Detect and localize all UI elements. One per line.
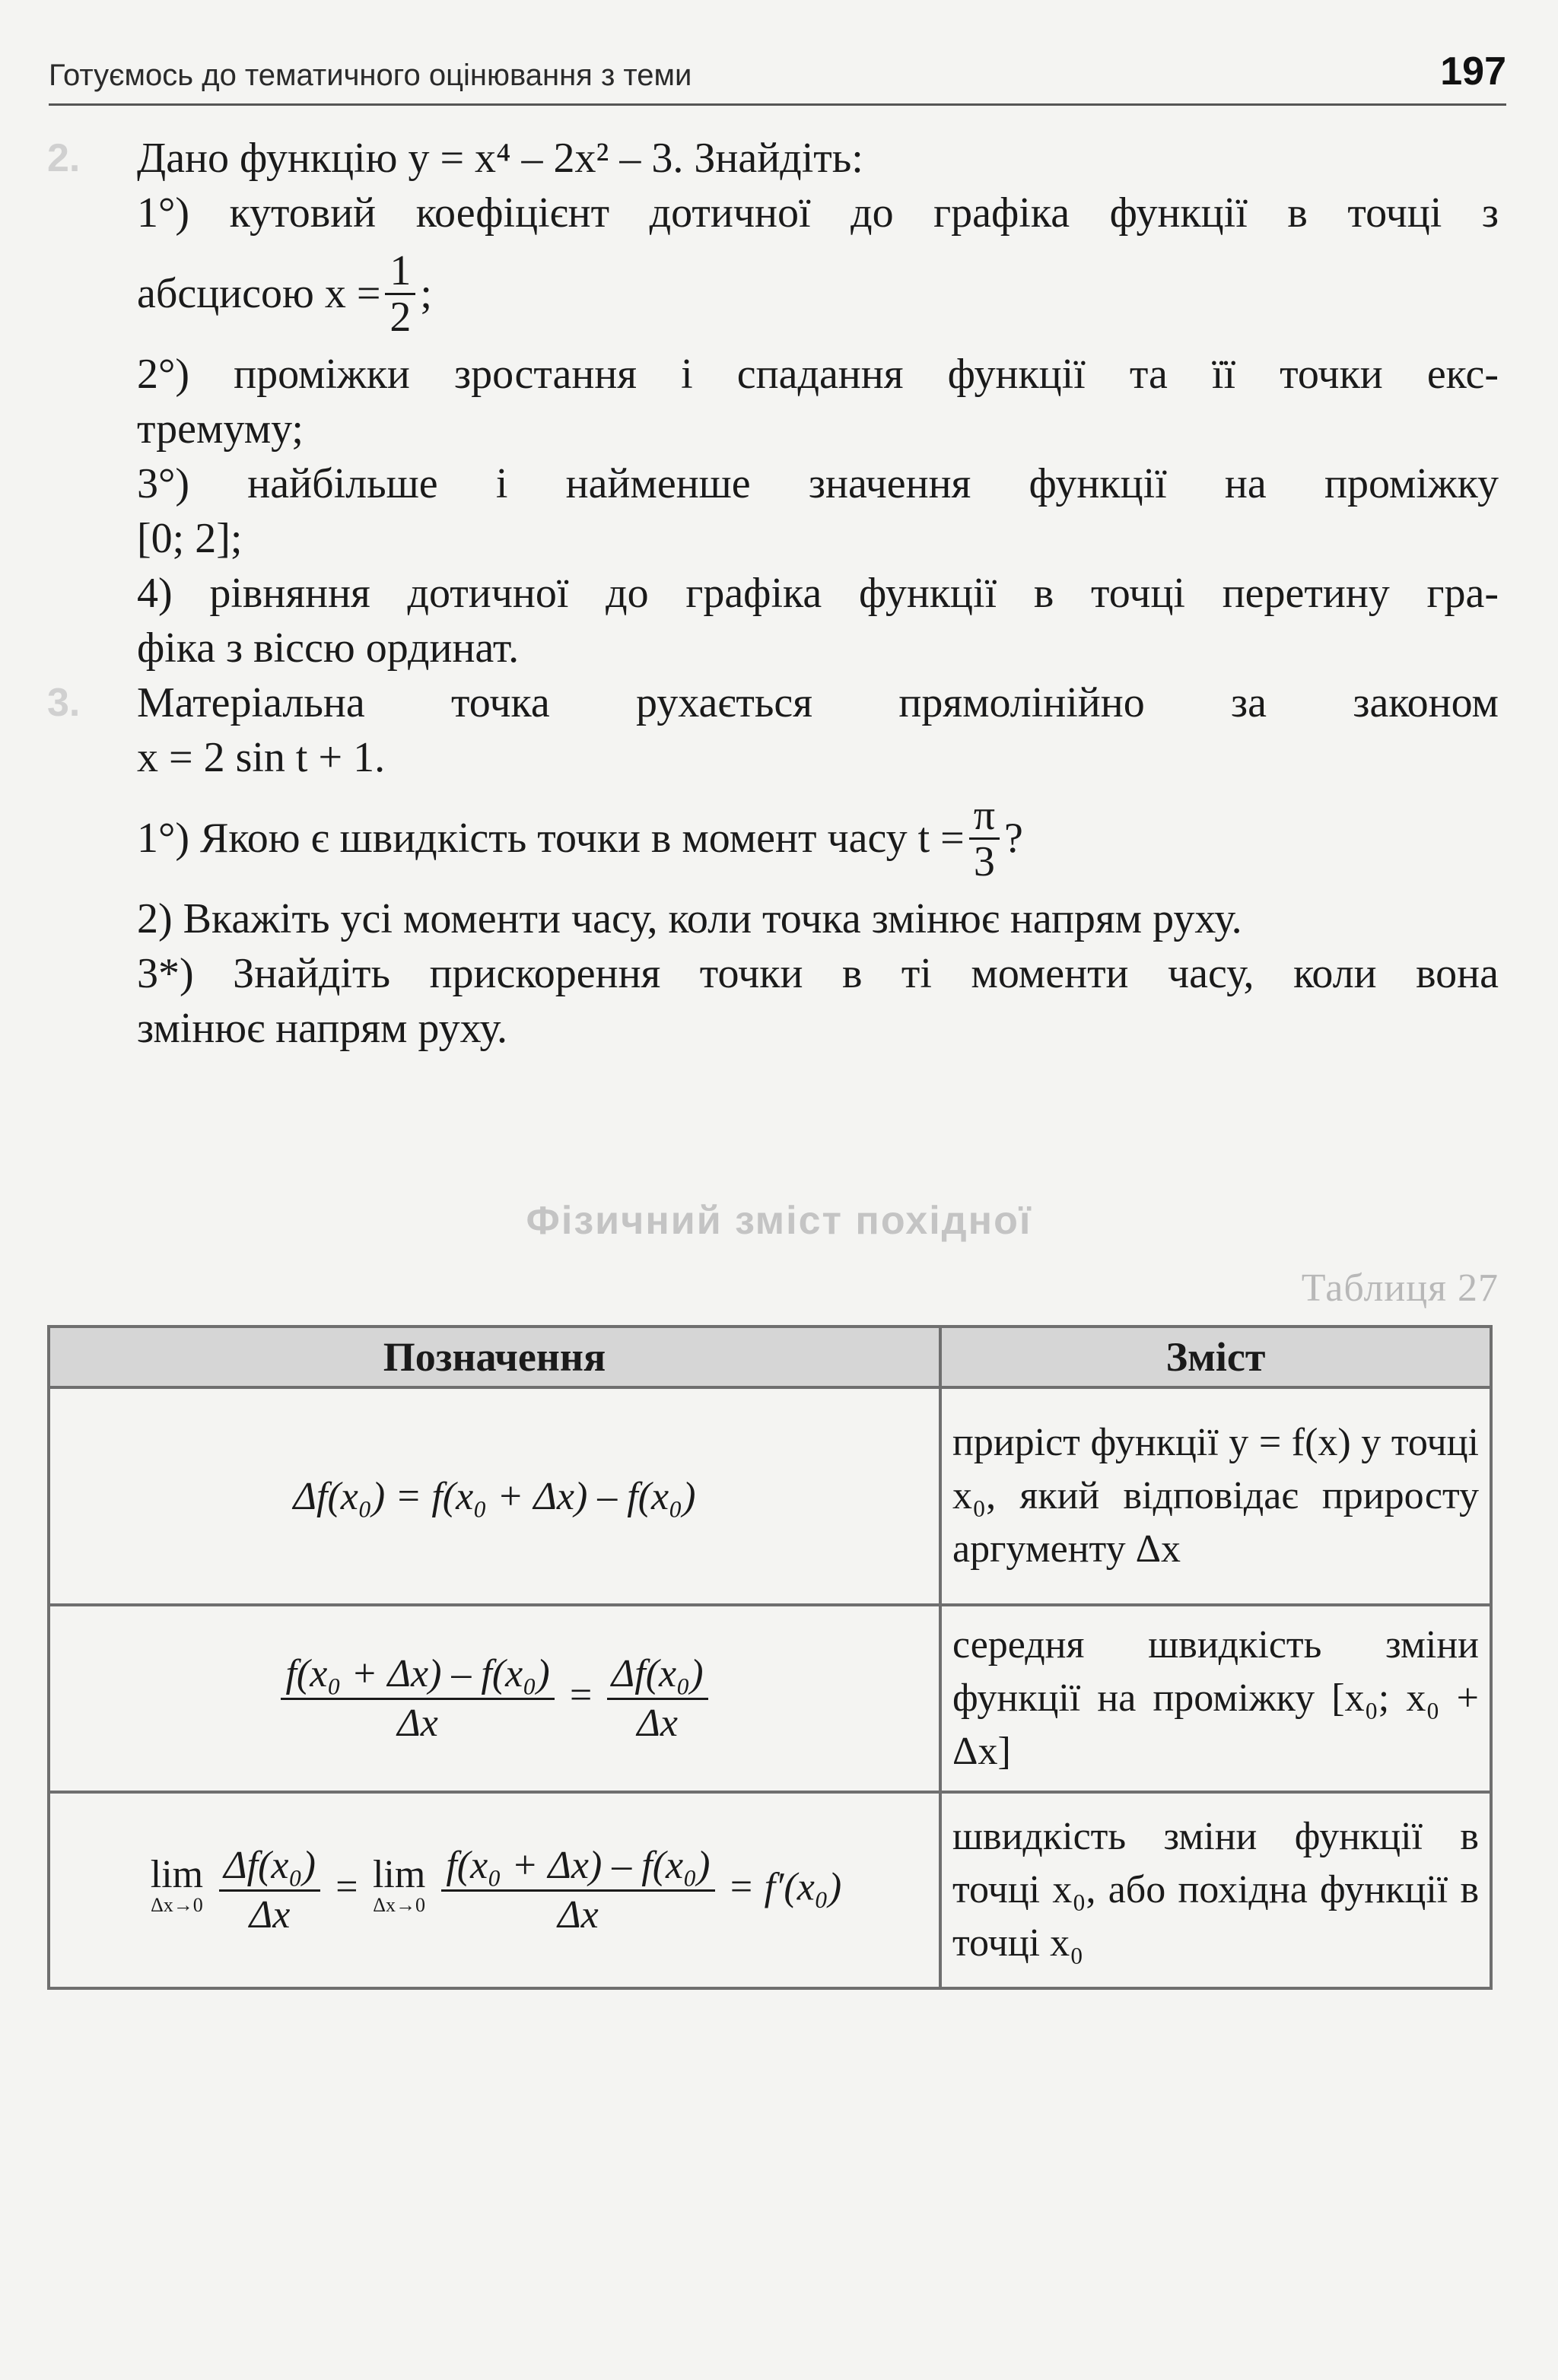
page-header bbox=[49, 43, 1506, 106]
table-row bbox=[49, 1792, 1491, 1988]
problem-2 bbox=[47, 131, 1499, 675]
problem-line: 2) Вкажіть усі моменти часу, коли точка змінює напрям руху. bbox=[137, 895, 1242, 942]
formula-cell bbox=[49, 1605, 940, 1792]
question-1-line bbox=[137, 785, 1499, 891]
problem-line: Дано функцію y = x⁴ – 2x² – 3. Знайдіть: bbox=[137, 135, 863, 182]
problem-line: Матеріальна точка рухається прямолінійно за законом bbox=[137, 679, 1499, 726]
problem-line: фіка з віссю ординат. bbox=[137, 624, 520, 672]
fraction-denominator: Δx bbox=[637, 1701, 678, 1745]
problem-line: змінює напрям руху. bbox=[137, 1005, 507, 1052]
table-header-row bbox=[49, 1327, 1491, 1387]
limit-subscript: Δx→0 bbox=[373, 1894, 426, 1916]
formula-cell bbox=[49, 1792, 940, 1988]
limit-word: lim bbox=[372, 1853, 426, 1896]
fraction-numerator: f(x₀ + Δx) – f(x₀) bbox=[281, 1651, 554, 1700]
problem-line: x = 2 sin t + 1. bbox=[137, 734, 386, 781]
problem-number: 3. bbox=[47, 681, 81, 725]
fraction-denominator: Δx bbox=[397, 1701, 438, 1745]
exercises bbox=[47, 131, 1499, 1056]
limit-operator bbox=[150, 1853, 204, 1921]
fraction-denominator: Δx bbox=[249, 1892, 291, 1937]
table-row bbox=[49, 1605, 1491, 1792]
fraction-denominator: Δx bbox=[558, 1892, 599, 1937]
problem-number: 2. bbox=[47, 136, 81, 180]
limit-word: lim bbox=[150, 1853, 204, 1896]
fraction bbox=[969, 793, 1000, 884]
column-header-notation: Позначення bbox=[49, 1327, 940, 1387]
running-head: Готуємось до тематичного оцінювання з теми bbox=[49, 59, 692, 92]
fraction bbox=[385, 246, 415, 341]
problem-line: 1°) кутовий коефіцієнт дотичної до графіка функції в точці з bbox=[137, 189, 1499, 237]
question-1-suffix: ? bbox=[1004, 815, 1023, 862]
fraction-numerator: f(x₀ + Δx) – f(x₀) bbox=[441, 1842, 714, 1892]
table-caption: Таблиця 27 bbox=[1301, 1266, 1499, 1310]
limit-subscript: Δx→0 bbox=[151, 1894, 203, 1916]
question-1-prefix: 1°) Якою є швидкість точки в момент часу t = bbox=[137, 815, 965, 862]
formula-cell: Δf(x₀) = f(x₀ + Δx) – f(x₀) bbox=[49, 1387, 940, 1605]
problem-line: [0; 2]; bbox=[137, 515, 243, 562]
abscissa-prefix: абсцисою x = bbox=[137, 270, 381, 317]
problem-line: 4) рівняння дотичної до графіка функції в точці перетину гра- bbox=[137, 570, 1499, 617]
problem-line: тремуму; bbox=[137, 405, 304, 453]
fraction-denominator: 2 bbox=[390, 293, 412, 341]
problem-line: 2°) проміжки зростання і спадання функції та її точки екс- bbox=[137, 351, 1499, 398]
fraction-numerator: Δf(x₀) bbox=[219, 1842, 320, 1892]
fraction-numerator: Δf(x₀) bbox=[607, 1651, 708, 1700]
table-row bbox=[49, 1387, 1491, 1605]
derivative-result: = f′(x₀) bbox=[727, 1864, 842, 1908]
increment-quotient bbox=[607, 1651, 708, 1747]
fraction-numerator: 1 bbox=[385, 249, 415, 295]
abscissa-line bbox=[137, 240, 1499, 347]
problem-line: 3*) Знайдіть прискорення точки в ті моменти часу, коли вона bbox=[137, 950, 1499, 997]
limit-fraction-2 bbox=[441, 1842, 714, 1939]
fraction-denominator: 3 bbox=[973, 837, 995, 885]
limit-operator bbox=[372, 1853, 426, 1921]
description-cell: середня швидкість зміни функції на проміжку [x₀; x₀ + Δx] bbox=[940, 1605, 1491, 1792]
abscissa-suffix: ; bbox=[420, 270, 432, 317]
problem-3 bbox=[47, 675, 1499, 1056]
description-cell: швидкість зміни функції в точці x₀, або похідна функції в точці x₀ bbox=[940, 1792, 1491, 1988]
column-header-meaning: Зміст bbox=[940, 1327, 1491, 1387]
page-number: 197 bbox=[1440, 49, 1506, 94]
problem-line: 3°) найбільше і найменше значення функції на проміжку bbox=[137, 460, 1499, 507]
derivative-meaning-table bbox=[47, 1325, 1493, 1990]
limit-fraction-1 bbox=[219, 1842, 320, 1939]
difference-quotient bbox=[281, 1651, 554, 1747]
section-title: Фізичний зміст похідної bbox=[526, 1199, 1032, 1243]
description-cell: приріст функції y = f(x) у точці x₀, який відповідає приросту аргументу Δx bbox=[940, 1387, 1491, 1605]
fraction-numerator: π bbox=[969, 793, 1000, 840]
equals-sign: = bbox=[567, 1673, 594, 1717]
equals-sign: = bbox=[332, 1864, 360, 1908]
